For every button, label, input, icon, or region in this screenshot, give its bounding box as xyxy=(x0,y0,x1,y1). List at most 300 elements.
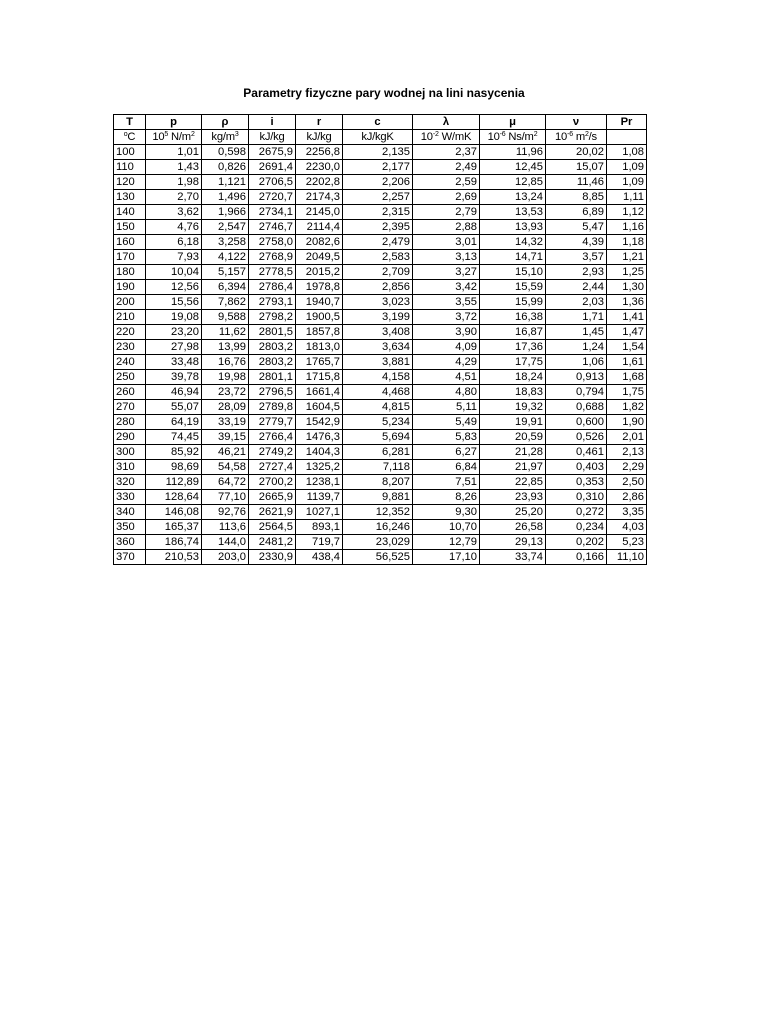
table-cell: 9,30 xyxy=(413,505,480,520)
column-unit xyxy=(413,130,480,145)
table-cell: 0,794 xyxy=(546,385,607,400)
table-cell: 1,36 xyxy=(607,295,647,310)
table-cell: 2330,9 xyxy=(249,550,296,565)
table-cell: 180 xyxy=(114,265,146,280)
table-cell: 1765,7 xyxy=(296,355,343,370)
table-cell: 2,709 xyxy=(343,265,413,280)
table-cell: 16,38 xyxy=(480,310,546,325)
table-cell: 2015,2 xyxy=(296,265,343,280)
unit-exponent: 5 xyxy=(164,131,169,138)
table-row xyxy=(114,310,647,325)
table-row xyxy=(114,265,647,280)
table-cell: 2256,8 xyxy=(296,145,343,160)
table-cell: 28,09 xyxy=(202,400,249,415)
column-symbol: p xyxy=(146,115,202,130)
table-row xyxy=(114,475,647,490)
table-cell: 113,6 xyxy=(202,520,249,535)
table-cell: 20,59 xyxy=(480,430,546,445)
table-cell: 6,394 xyxy=(202,280,249,295)
table-cell: 1,61 xyxy=(607,355,647,370)
table-cell: 3,42 xyxy=(413,280,480,295)
table-cell: 1,16 xyxy=(607,220,647,235)
table-cell: 46,21 xyxy=(202,445,249,460)
table-cell: 14,32 xyxy=(480,235,546,250)
table-cell: 210 xyxy=(114,310,146,325)
table-cell: 64,72 xyxy=(202,475,249,490)
table-cell: 0,913 xyxy=(546,370,607,385)
table-cell: 2700,2 xyxy=(249,475,296,490)
table-cell: 3,023 xyxy=(343,295,413,310)
table-cell: 2796,5 xyxy=(249,385,296,400)
table-cell: 1542,9 xyxy=(296,415,343,430)
table-cell: 1,11 xyxy=(607,190,647,205)
unit-exponent: 3 xyxy=(234,131,239,138)
table-cell: 186,74 xyxy=(146,535,202,550)
table-cell: 2564,5 xyxy=(249,520,296,535)
table-cell: 98,69 xyxy=(146,460,202,475)
column-unit xyxy=(202,130,249,145)
column-unit xyxy=(146,130,202,145)
table-cell: 0,166 xyxy=(546,550,607,565)
table-cell: 1,30 xyxy=(607,280,647,295)
table-cell: 85,92 xyxy=(146,445,202,460)
table-cell: 2803,2 xyxy=(249,355,296,370)
table-cell: 17,36 xyxy=(480,340,546,355)
table-cell: 1,75 xyxy=(607,385,647,400)
table-cell: 1,43 xyxy=(146,160,202,175)
table-cell: 1,09 xyxy=(607,175,647,190)
table-row xyxy=(114,460,647,475)
table-cell: 12,79 xyxy=(413,535,480,550)
table-cell: 1813,0 xyxy=(296,340,343,355)
table-cell: 165,37 xyxy=(146,520,202,535)
table-cell: 2,59 xyxy=(413,175,480,190)
table-cell: 2481,2 xyxy=(249,535,296,550)
table-cell: 13,99 xyxy=(202,340,249,355)
table-cell: 203,0 xyxy=(202,550,249,565)
table-cell: 23,20 xyxy=(146,325,202,340)
table-row xyxy=(114,280,647,295)
column-symbol: c xyxy=(343,115,413,130)
table-cell: 310 xyxy=(114,460,146,475)
table-cell: 280 xyxy=(114,415,146,430)
table-cell: 2789,8 xyxy=(249,400,296,415)
table-cell: 3,634 xyxy=(343,340,413,355)
column-unit xyxy=(296,130,343,145)
table-cell: 1,24 xyxy=(546,340,607,355)
unit-text: m xyxy=(572,131,585,143)
table-cell: 0,310 xyxy=(546,490,607,505)
column-symbol: μ xyxy=(480,115,546,130)
table-cell: 23,93 xyxy=(480,490,546,505)
table-cell: 1,121 xyxy=(202,175,249,190)
table-cell: 0,234 xyxy=(546,520,607,535)
table-cell: 3,408 xyxy=(343,325,413,340)
table-cell: 5,47 xyxy=(546,220,607,235)
table-cell: 3,13 xyxy=(413,250,480,265)
table-cell: 2778,5 xyxy=(249,265,296,280)
unit-text: kJ/kg xyxy=(306,131,332,143)
table-cell: 2,86 xyxy=(607,490,647,505)
unit-text: kJ/kg xyxy=(259,131,285,143)
table-cell: 13,53 xyxy=(480,205,546,220)
table-cell: 2,315 xyxy=(343,205,413,220)
table-cell: 2174,3 xyxy=(296,190,343,205)
table-cell: 15,10 xyxy=(480,265,546,280)
table-cell: 5,157 xyxy=(202,265,249,280)
table-cell: 4,815 xyxy=(343,400,413,415)
table-row xyxy=(114,535,647,550)
table-cell: 2706,5 xyxy=(249,175,296,190)
table-cell: 5,694 xyxy=(343,430,413,445)
unit-header-row xyxy=(114,130,647,145)
table-cell: 8,26 xyxy=(413,490,480,505)
table-cell: 1,45 xyxy=(546,325,607,340)
unit-exponent: o xyxy=(123,131,128,138)
table-row xyxy=(114,235,647,250)
table-cell: 2,135 xyxy=(343,145,413,160)
table-cell: 140 xyxy=(114,205,146,220)
table-cell: 15,07 xyxy=(546,160,607,175)
table-cell: 2,257 xyxy=(343,190,413,205)
unit-text: kJ/kgK xyxy=(361,131,394,143)
table-cell: 3,72 xyxy=(413,310,480,325)
unit-exponent: -2 xyxy=(432,131,439,138)
table-cell: 3,199 xyxy=(343,310,413,325)
table-cell: 1604,5 xyxy=(296,400,343,415)
table-cell: 14,71 xyxy=(480,250,546,265)
table-cell: 5,49 xyxy=(413,415,480,430)
table-cell: 4,468 xyxy=(343,385,413,400)
table-cell: 6,89 xyxy=(546,205,607,220)
table-cell: 340 xyxy=(114,505,146,520)
table-cell: 1,98 xyxy=(146,175,202,190)
table-cell: 33,74 xyxy=(480,550,546,565)
column-symbol: Pr xyxy=(607,115,647,130)
table-cell: 4,80 xyxy=(413,385,480,400)
table-cell: 2114,4 xyxy=(296,220,343,235)
table-cell: 23,72 xyxy=(202,385,249,400)
table-cell: 7,51 xyxy=(413,475,480,490)
table-cell: 1940,7 xyxy=(296,295,343,310)
table-cell: 8,207 xyxy=(343,475,413,490)
table-cell: 110 xyxy=(114,160,146,175)
table-cell: 270 xyxy=(114,400,146,415)
unit-text: kg/m xyxy=(211,131,235,143)
table-cell: 18,83 xyxy=(480,385,546,400)
table-cell: 370 xyxy=(114,550,146,565)
table-cell: 7,118 xyxy=(343,460,413,475)
table-cell: 12,352 xyxy=(343,505,413,520)
unit-text: C xyxy=(127,131,136,143)
table-cell: 350 xyxy=(114,520,146,535)
table-cell: 25,20 xyxy=(480,505,546,520)
table-cell: 3,35 xyxy=(607,505,647,520)
table-cell: 360 xyxy=(114,535,146,550)
table-cell: 11,10 xyxy=(607,550,647,565)
table-cell: 2779,7 xyxy=(249,415,296,430)
column-unit xyxy=(343,130,413,145)
table-cell: 4,03 xyxy=(607,520,647,535)
table-cell: 55,07 xyxy=(146,400,202,415)
table-cell: 260 xyxy=(114,385,146,400)
table-cell: 11,96 xyxy=(480,145,546,160)
table-cell: 5,23 xyxy=(607,535,647,550)
table-cell: 0,598 xyxy=(202,145,249,160)
table-cell: 4,29 xyxy=(413,355,480,370)
table-cell: 22,85 xyxy=(480,475,546,490)
table-cell: 18,24 xyxy=(480,370,546,385)
column-unit xyxy=(114,130,146,145)
table-cell: 1,966 xyxy=(202,205,249,220)
table-cell: 2,79 xyxy=(413,205,480,220)
column-unit xyxy=(546,130,607,145)
table-cell: 1,08 xyxy=(607,145,647,160)
table-cell: 17,75 xyxy=(480,355,546,370)
unit-text: /s xyxy=(588,131,597,143)
unit-exponent: 2 xyxy=(584,131,589,138)
table-cell: 1857,8 xyxy=(296,325,343,340)
column-unit xyxy=(607,130,647,145)
table-cell: 12,56 xyxy=(146,280,202,295)
table-cell: 2082,6 xyxy=(296,235,343,250)
table-body xyxy=(114,145,647,565)
table-cell: 2793,1 xyxy=(249,295,296,310)
table-cell: 19,32 xyxy=(480,400,546,415)
table-cell: 46,94 xyxy=(146,385,202,400)
table-cell: 1,54 xyxy=(607,340,647,355)
column-symbol: λ xyxy=(413,115,480,130)
table-cell: 190 xyxy=(114,280,146,295)
table-cell: 2768,9 xyxy=(249,250,296,265)
table-cell: 2,69 xyxy=(413,190,480,205)
table-cell: 21,28 xyxy=(480,445,546,460)
table-cell: 2,93 xyxy=(546,265,607,280)
table-cell: 2,13 xyxy=(607,445,647,460)
table-cell: 5,11 xyxy=(413,400,480,415)
table-cell: 2145,0 xyxy=(296,205,343,220)
table-cell: 1,68 xyxy=(607,370,647,385)
table-cell: 2,88 xyxy=(413,220,480,235)
table-row xyxy=(114,295,647,310)
table-cell: 0,600 xyxy=(546,415,607,430)
table-cell: 240 xyxy=(114,355,146,370)
table-cell: 12,45 xyxy=(480,160,546,175)
unit-exponent: 2 xyxy=(533,131,538,138)
table-cell: 19,98 xyxy=(202,370,249,385)
table-row xyxy=(114,250,647,265)
table-cell: 230 xyxy=(114,340,146,355)
table-cell: 77,10 xyxy=(202,490,249,505)
table-cell: 20,02 xyxy=(546,145,607,160)
table-cell: 2,547 xyxy=(202,220,249,235)
data-table-container xyxy=(113,114,647,565)
table-cell: 3,258 xyxy=(202,235,249,250)
table-cell: 1661,4 xyxy=(296,385,343,400)
table-cell: 2,395 xyxy=(343,220,413,235)
table-cell: 220 xyxy=(114,325,146,340)
table-cell: 0,688 xyxy=(546,400,607,415)
unit-exponent: 2 xyxy=(190,131,195,138)
table-row xyxy=(114,220,647,235)
unit-exponent: -6 xyxy=(499,131,506,138)
table-cell: 1238,1 xyxy=(296,475,343,490)
table-cell: 320 xyxy=(114,475,146,490)
table-cell: 10,04 xyxy=(146,265,202,280)
unit-text: 10 xyxy=(152,131,165,143)
table-cell: 9,881 xyxy=(343,490,413,505)
table-cell: 39,78 xyxy=(146,370,202,385)
table-cell: 3,57 xyxy=(546,250,607,265)
table-cell: 3,01 xyxy=(413,235,480,250)
table-cell: 6,27 xyxy=(413,445,480,460)
unit-exponent: -6 xyxy=(567,131,573,138)
table-row xyxy=(114,205,647,220)
table-cell: 2230,0 xyxy=(296,160,343,175)
table-row xyxy=(114,550,647,565)
table-cell: 1,90 xyxy=(607,415,647,430)
table-cell: 0,826 xyxy=(202,160,249,175)
table-cell: 112,89 xyxy=(146,475,202,490)
table-cell: 2803,2 xyxy=(249,340,296,355)
table-row xyxy=(114,430,647,445)
table-cell: 2734,1 xyxy=(249,205,296,220)
table-cell: 54,58 xyxy=(202,460,249,475)
column-symbol: r xyxy=(296,115,343,130)
table-cell: 2749,2 xyxy=(249,445,296,460)
table-cell: 2,583 xyxy=(343,250,413,265)
table-cell: 2746,7 xyxy=(249,220,296,235)
table-cell: 2766,4 xyxy=(249,430,296,445)
table-cell: 21,97 xyxy=(480,460,546,475)
table-cell: 1,71 xyxy=(546,310,607,325)
table-cell: 2,206 xyxy=(343,175,413,190)
table-cell: 290 xyxy=(114,430,146,445)
table-row xyxy=(114,520,647,535)
table-cell: 2,44 xyxy=(546,280,607,295)
table-cell: 5,234 xyxy=(343,415,413,430)
table-cell: 3,27 xyxy=(413,265,480,280)
table-cell: 2801,1 xyxy=(249,370,296,385)
table-cell: 5,83 xyxy=(413,430,480,445)
table-title: Parametry fizyczne pary wodnej na lini nasycenia xyxy=(243,86,525,100)
table-cell: 2,29 xyxy=(607,460,647,475)
table-cell: 1027,1 xyxy=(296,505,343,520)
table-cell: 128,64 xyxy=(146,490,202,505)
table-row xyxy=(114,400,647,415)
table-cell: 2786,4 xyxy=(249,280,296,295)
table-row xyxy=(114,175,647,190)
column-symbol: ρ xyxy=(202,115,249,130)
table-cell: 0,202 xyxy=(546,535,607,550)
table-cell: 2,03 xyxy=(546,295,607,310)
column-symbol: i xyxy=(249,115,296,130)
table-cell: 0,353 xyxy=(546,475,607,490)
table-cell: 9,588 xyxy=(202,310,249,325)
table-cell: 4,76 xyxy=(146,220,202,235)
table-cell: 33,48 xyxy=(146,355,202,370)
table-cell: 719,7 xyxy=(296,535,343,550)
table-row xyxy=(114,145,647,160)
table-cell: 17,10 xyxy=(413,550,480,565)
unit-text: N/m xyxy=(168,131,191,143)
table-cell: 2,479 xyxy=(343,235,413,250)
table-cell: 1,12 xyxy=(607,205,647,220)
table-row xyxy=(114,415,647,430)
table-row xyxy=(114,490,647,505)
table-cell: 1,21 xyxy=(607,250,647,265)
table-cell: 16,76 xyxy=(202,355,249,370)
table-cell: 2621,9 xyxy=(249,505,296,520)
table-cell: 11,62 xyxy=(202,325,249,340)
table-cell: 150 xyxy=(114,220,146,235)
table-cell: 64,19 xyxy=(146,415,202,430)
table-cell: 300 xyxy=(114,445,146,460)
table-cell: 200 xyxy=(114,295,146,310)
table-row xyxy=(114,355,647,370)
table-cell: 39,15 xyxy=(202,430,249,445)
table-cell: 1,18 xyxy=(607,235,647,250)
column-symbol: T xyxy=(114,115,146,130)
table-cell: 2,856 xyxy=(343,280,413,295)
table-cell: 10,70 xyxy=(413,520,480,535)
table-cell: 16,87 xyxy=(480,325,546,340)
table-cell: 3,55 xyxy=(413,295,480,310)
table-cell: 26,58 xyxy=(480,520,546,535)
column-unit xyxy=(249,130,296,145)
table-cell: 1,01 xyxy=(146,145,202,160)
table-cell: 1139,7 xyxy=(296,490,343,505)
symbol-header-row xyxy=(114,115,647,130)
table-cell: 15,59 xyxy=(480,280,546,295)
table-cell: 3,90 xyxy=(413,325,480,340)
table-row xyxy=(114,190,647,205)
table-cell: 2665,9 xyxy=(249,490,296,505)
column-unit xyxy=(480,130,546,145)
table-cell: 13,93 xyxy=(480,220,546,235)
table-cell: 23,029 xyxy=(343,535,413,550)
table-cell: 6,281 xyxy=(343,445,413,460)
table-cell: 74,45 xyxy=(146,430,202,445)
table-cell: 2691,4 xyxy=(249,160,296,175)
table-cell: 2202,8 xyxy=(296,175,343,190)
table-cell: 1900,5 xyxy=(296,310,343,325)
unit-text: 10 xyxy=(420,131,433,143)
table-cell: 11,46 xyxy=(546,175,607,190)
table-cell: 12,85 xyxy=(480,175,546,190)
table-row xyxy=(114,445,647,460)
table-cell: 1,06 xyxy=(546,355,607,370)
table-cell: 56,525 xyxy=(343,550,413,565)
table-cell: 2049,5 xyxy=(296,250,343,265)
table-cell: 0,403 xyxy=(546,460,607,475)
table-cell: 4,09 xyxy=(413,340,480,355)
table-cell: 2,49 xyxy=(413,160,480,175)
table-cell: 16,246 xyxy=(343,520,413,535)
table-cell: 1404,3 xyxy=(296,445,343,460)
table-cell: 3,881 xyxy=(343,355,413,370)
saturated-steam-table xyxy=(113,114,647,565)
table-cell: 1,09 xyxy=(607,160,647,175)
table-cell: 1,41 xyxy=(607,310,647,325)
table-cell: 250 xyxy=(114,370,146,385)
table-row xyxy=(114,325,647,340)
table-row xyxy=(114,370,647,385)
table-cell: 1,25 xyxy=(607,265,647,280)
table-cell: 2,37 xyxy=(413,145,480,160)
table-cell: 1325,2 xyxy=(296,460,343,475)
table-cell: 893,1 xyxy=(296,520,343,535)
